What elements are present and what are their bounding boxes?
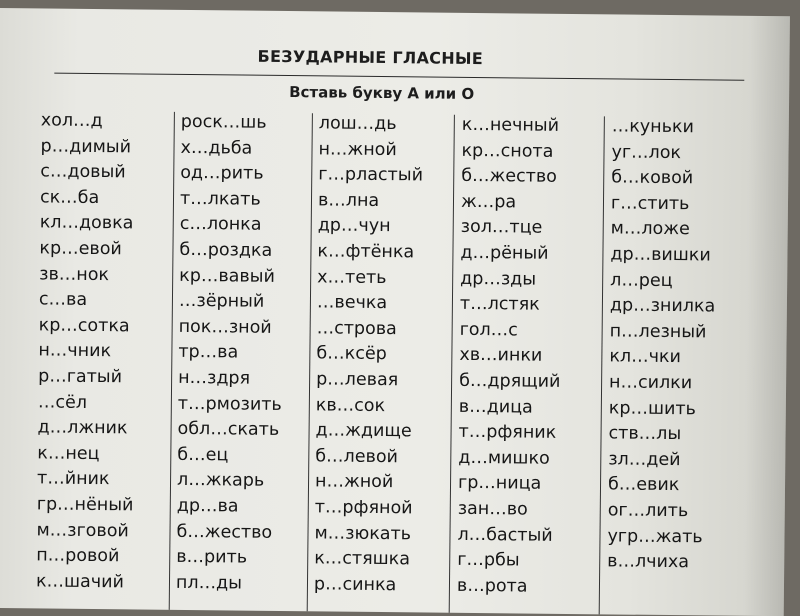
exercise-word: в…рить — [176, 546, 248, 568]
exercise-word: пл…ды — [175, 572, 243, 594]
exercise-word: л…бастый — [457, 524, 553, 546]
exercise-word: с…ва — [38, 289, 88, 311]
exercise-word: др…зды — [460, 268, 537, 290]
exercise-word: уг…лок — [611, 142, 682, 163]
exercise-word: т…рмозить — [177, 393, 282, 415]
column-divider — [306, 113, 312, 616]
exercise-word: м…ложе — [610, 218, 690, 240]
exercise-word: к…нечный — [461, 114, 560, 136]
exercise-word: хв…инки — [459, 345, 543, 367]
word-column-1 — [36, 108, 138, 595]
exercise-word: т…лстяк — [459, 293, 540, 315]
exercise-word: т…лкать — [179, 188, 261, 210]
exercise-word: р…гатый — [38, 366, 123, 388]
exercise-word: б…дрящий — [459, 370, 561, 392]
exercise-word: т…рфяной — [314, 497, 413, 519]
exercise-word: р…димый — [40, 136, 132, 157]
exercise-word: т…йник — [36, 468, 110, 490]
column-divider — [598, 116, 604, 616]
exercise-word: ск…ба — [39, 187, 100, 208]
exercise-word: с…довый — [40, 161, 126, 183]
exercise-word: б…жество — [176, 521, 273, 543]
exercise-word: к…фтёнка — [317, 241, 415, 263]
exercise-word: кр…евой — [39, 238, 122, 260]
title-rule — [54, 73, 744, 81]
exercise-word: кр…снота — [461, 140, 554, 162]
exercise-word: гр…нёный — [36, 494, 134, 516]
workbook-page — [0, 8, 790, 616]
exercise-word: од…рить — [180, 163, 264, 184]
exercise-word: в…лчиха — [607, 551, 690, 573]
exercise-word: кр…шить — [608, 397, 697, 419]
exercise-word: др…вишки — [610, 244, 711, 266]
exercise-word: б…ксёр — [316, 343, 387, 365]
exercise-instruction: Вставь букву А или О — [289, 83, 475, 103]
exercise-word: л…жкарь — [176, 470, 265, 492]
exercise-word: зол…тце — [460, 217, 543, 239]
exercise-word: зл…дей — [608, 449, 681, 470]
exercise-word: гол…с — [459, 319, 518, 341]
exercise-word: б…жество — [461, 166, 558, 188]
exercise-word: м…зюкать — [314, 522, 412, 544]
exercise-word: г…рбы — [457, 549, 520, 571]
word-column-2 — [176, 110, 285, 597]
exercise-word: …вечка — [316, 292, 388, 314]
exercise-word: д…ждище — [315, 420, 412, 442]
exercise-word: угр…жать — [607, 525, 703, 547]
exercise-word: …зёрный — [178, 291, 265, 312]
exercise-word: б…ец — [177, 444, 229, 466]
exercise-word: н…чник — [38, 340, 112, 362]
exercise-word: др…знилка — [609, 295, 716, 317]
exercise-word: х…теть — [317, 266, 387, 288]
exercise-word: кл…чки — [609, 346, 682, 368]
exercise-word: ств…лы — [608, 423, 682, 445]
exercise-word: к…стяшка — [314, 548, 411, 570]
exercise-word: …куньки — [611, 116, 695, 138]
exercise-word: б…ковой — [611, 167, 694, 189]
exercise-word: т…рфяник — [458, 421, 557, 443]
exercise-word: др…ва — [176, 495, 239, 517]
exercise-word: б…евик — [607, 474, 680, 496]
exercise-word: кр…вавый — [179, 265, 276, 287]
exercise-word: б…левой — [315, 446, 399, 467]
exercise-word: хол…д — [40, 110, 103, 132]
exercise-word: п…лезный — [609, 321, 707, 343]
exercise-word: н…жной — [314, 471, 394, 493]
exercise-word: н…силки — [609, 372, 693, 394]
exercise-word: роск…шь — [180, 111, 267, 133]
exercise-word: г…рластый — [318, 164, 424, 186]
exercise-word: в…рота — [456, 575, 528, 597]
exercise-word: кл…довка — [39, 212, 134, 234]
word-column-5 — [607, 114, 717, 576]
exercise-word: …строва — [316, 318, 397, 339]
exercise-word: б…роздка — [179, 239, 273, 261]
exercise-word: зан…во — [457, 498, 528, 520]
exercise-word: р…левая — [316, 369, 399, 391]
word-column-4 — [457, 113, 563, 600]
exercise-word: кр…сотка — [38, 315, 130, 337]
exercise-word: в…дица — [458, 396, 533, 418]
exercise-word: д…рёный — [460, 242, 549, 264]
exercise-word: обл…скать — [177, 419, 280, 441]
exercise-word: кв…сок — [315, 394, 386, 416]
exercise-word: п…ровой — [36, 545, 120, 567]
column-divider — [168, 112, 174, 616]
exercise-word: ог…лить — [607, 500, 689, 522]
exercise-word: зв…нок — [39, 263, 110, 285]
exercise-word: в…лна — [317, 190, 380, 211]
exercise-word: лош…дь — [318, 113, 397, 135]
exercise-word: н…жной — [318, 138, 397, 160]
exercise-word: ж…ра — [460, 191, 517, 213]
exercise-word: р…синка — [313, 574, 397, 595]
section-title: БЕЗУДАРНЫЕ ГЛАСНЫЕ — [257, 46, 484, 69]
word-column-3 — [314, 111, 424, 598]
exercise-word: к…нец — [37, 443, 100, 464]
exercise-word: гр…ница — [457, 473, 542, 495]
exercise-word: д…лжник — [37, 417, 128, 439]
exercise-word: с…лонка — [179, 214, 262, 236]
exercise-word: к…шачий — [35, 571, 125, 593]
exercise-word: пок…зной — [178, 316, 272, 338]
exercise-word: н…здря — [178, 367, 251, 389]
column-divider — [448, 115, 454, 616]
exercise-word: л…рец — [610, 269, 673, 291]
exercise-word: х…дьба — [180, 137, 253, 159]
exercise-word: …сёл — [37, 391, 88, 413]
exercise-word: г…стить — [610, 193, 690, 215]
exercise-word: др…чун — [317, 215, 391, 237]
exercise-word: д…мишко — [458, 447, 550, 469]
exercise-word: тр…ва — [178, 342, 239, 363]
exercise-word: м…зговой — [36, 519, 129, 541]
